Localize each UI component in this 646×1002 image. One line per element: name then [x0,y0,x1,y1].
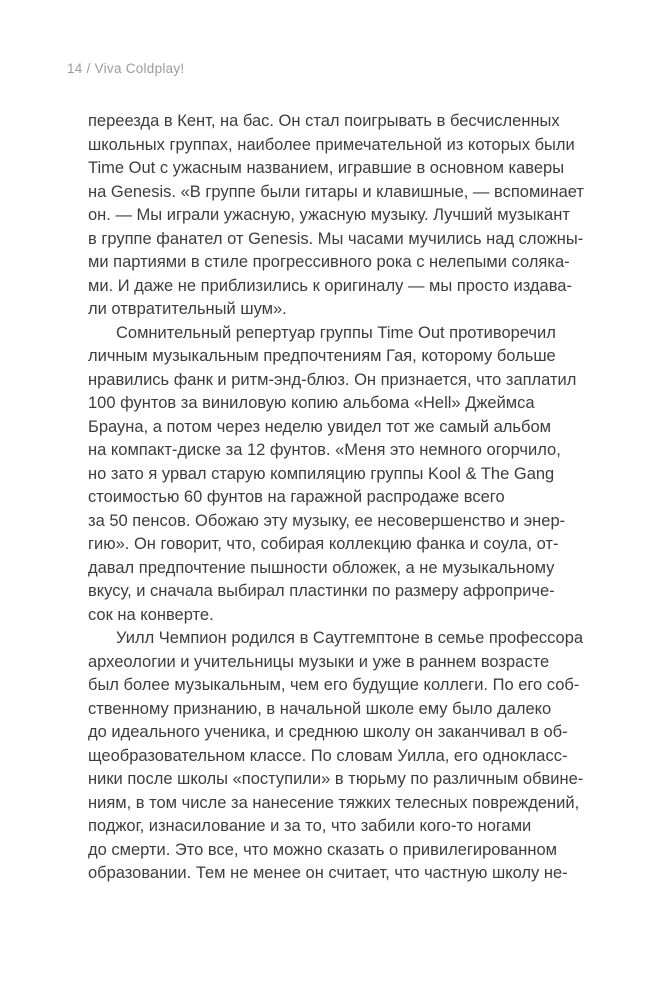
text-line: на Genesis. «В группе были гитары и клавишные, — вспоминает [88,182,584,201]
text-line: 100 фунтов за виниловую копию альбома «Hell» Джеймса [88,394,535,412]
text-line: за 50 пенсов. Обожаю эту музыку, ее несовершенство и энер- [88,511,566,530]
text-line: ники после школы «поступили» в тюрьму по различным обвине- [88,770,584,788]
text-line: ли отвратительный шум». [88,300,287,318]
text-line: Сомнительный репертуар группы Time Out противоречил [116,323,556,342]
text-line: ниям, в том числе за нанесение тяжких телесных повреждений, [88,793,580,812]
paragraph-1 [88,110,598,322]
text-line: стоимостью 60 фунтов на гаражной распродаже всего [88,488,505,506]
page-text-block [88,110,598,886]
text-line: поджог, изнасилование и за то, что забили кого-то ногами [88,817,532,835]
text-line: ственному признанию, в начальной школе ему было далеко [88,699,552,718]
running-header [67,61,184,77]
text-line: переезда в Кент, на бас. Он стал поигрывать в бесчисленных [88,112,560,130]
text-line: сок на конверте. [88,605,214,624]
text-line: ми. И даже не приблизились к оригиналу — мы просто издава- [88,276,572,295]
text-line: на компакт-диске за 12 фунтов. «Меня это немного огорчило, [88,441,561,459]
text-line: до идеального ученика, и среднюю школу он заканчивал в об- [88,723,568,741]
text-line: Уилл Чемпион родился в Саутгемптоне в семье профессора [116,629,584,647]
text-line: до смерти. Это все, что можно сказать о привилегированном [88,840,557,859]
text-line: нравились фанк и ритм-энд-блюз. Он признается, что заплатил [88,370,577,389]
text-line: Time Out с ужасным названием, игравшие в основном каверы [88,159,565,177]
text-line: щеобразовательном классе. По словам Уилла, его однокласс- [88,746,568,765]
text-line: гию». Он говорит, что, собирая коллекцию фанка и соула, от- [88,535,559,553]
text-line: вкусу, и сначала выбирал пластинки по размеру афроприче- [88,582,555,600]
text-line: давал предпочтение пышности обложек, а не музыкальному [88,558,555,577]
text-line: Брауна, а потом через неделю увидел тот же самый альбом [88,417,551,436]
page-number-and-title: 14 / Viva Coldplay! [67,61,185,76]
text-line: личным музыкальным предпочтениям Гая, которому больше [88,347,556,365]
text-line: в группе фанател от Genesis. Мы часами мучились над сложны- [88,229,584,248]
text-line: был более музыкальным, чем его будущие коллеги. По его соб- [88,676,580,694]
text-line: он. — Мы играли ужасную, ужасную музыку. Лучший музыкант [88,206,570,224]
text-line: школьных группах, наиболее примечательной из которых были [88,135,575,154]
text-line: но зато я урвал старую компиляцию группы Kool & The Gang [88,464,555,483]
text-line: археологии и учительницы музыки и уже в раннем возрасте [88,652,550,671]
text-line: образовании. Тем не менее он считает, что частную школу не- [88,864,568,882]
text-line: ми партиями в стиле прогрессивного рока с нелепыми соляка- [88,253,570,271]
paragraph-2 [88,322,598,628]
paragraph-3 [88,627,598,886]
